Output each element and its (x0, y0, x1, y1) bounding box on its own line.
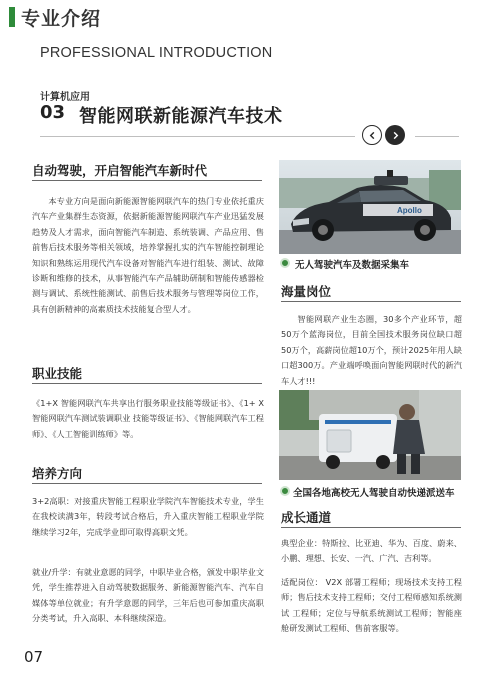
major-category: 计算机应用 (40, 92, 90, 103)
training-paragraph-2: 就业/升学：有就业意愿的同学，中职毕业合格，颁发中职毕业文凭，学生推荐进入自动驾驶数据服务、新能源智能汽车、汽车自媒体等单位就业；有升学意愿的同学，三年后也可参加重庆高职分类考试，升入高职、本科继续深造。 (32, 567, 265, 624)
apollo-brand-text: Apollo (397, 206, 422, 215)
header-title-en: PROFESSIONAL INTRODUCTION (40, 45, 273, 61)
title-divider-left (40, 136, 355, 137)
caption-bullet-icon (280, 258, 290, 268)
intro-title: 自动驾驶，开启智能汽车新时代 (32, 163, 208, 178)
major-number: 03 (40, 102, 66, 123)
growth-paragraph-2: 适配岗位： V2X 部署工程师；现场技术支持工程师；售后技术支持工程师；交付工程师感知系统测试 工程师；定位与导航系统测试工程师；智能座舱研发测试工程师、售前客服等。 (281, 577, 462, 634)
growth-title: 成长通道 (281, 510, 332, 525)
training-title: 培养方向 (32, 466, 83, 481)
car-caption: 无人驾驶汽车及数据采集车 (295, 260, 410, 271)
posts-title: 海量岗位 (281, 284, 332, 299)
next-page-button[interactable] (385, 125, 405, 145)
header-accent-bar (9, 7, 15, 27)
header-title-zh: 专业介绍 (21, 8, 102, 30)
autonomous-car-photo (279, 160, 461, 254)
caption-bullet-icon (280, 486, 290, 496)
posts-underline (281, 301, 461, 302)
skills-title: 职业技能 (32, 366, 83, 381)
major-name: 智能网联新能源汽车技术 (79, 106, 283, 127)
intro-underline (32, 180, 262, 181)
intro-paragraph: 本专业方向是面向新能源智能网联汽车的热门专业依托重庆汽车产业集群生态资源，依据新能源智能网联汽车产业迅猛发展趋势及人才需求，面向智能汽车制造、系统装调、产品应用、售前售后技术服务等相关领域，培养掌握扎实的汽车智能控制理论知识和熟练运用现代汽车设备对智能汽车进行组装、测试、故障诊断和维修的技术，从事智能汽车产品辅助研制和智能传感器检测与调试、系统性能测试、前售后技术服务与管理等岗位工作，具有创新精神的高素质技术技能复合型人才。 (32, 196, 264, 314)
chevron-left-icon (368, 131, 377, 140)
title-divider-right (415, 136, 459, 137)
growth-paragraph-1: 典型企业：特斯拉、比亚迪、华为、百度、蔚来、小鹏、理想、长安、一汽、广汽、吉利等。 (281, 538, 462, 564)
page-number: 07 (24, 648, 44, 666)
skills-underline (32, 383, 262, 384)
growth-underline (281, 527, 461, 528)
training-paragraph-1: 3+2高职：对接重庆智能工程职业学院汽车智能技术专业，学生在我校读满3年，转段考试合格后，升入重庆智能工程职业学院继续学习2年，完成学业即可取得高职文凭。 (32, 496, 264, 537)
delivery-vehicle-photo (279, 390, 461, 480)
prev-page-button[interactable] (362, 125, 382, 145)
posts-paragraph: 智能网联产业生态圈，30多个产业环节，超50万个蓝海岗位，目前全国技术服务岗位缺口超50万个，高薪岗位超10万个，预计2025年用人缺口超300万。产业端呼唤面向智能网联时代的新汽车人才!!! (281, 314, 462, 386)
delivery-caption: 全国各地高校无人驾驶自动快递派送车 (293, 488, 455, 499)
chevron-right-icon (391, 131, 400, 140)
training-underline (32, 483, 262, 484)
skills-paragraph: 《1+X 智能网联汽车共享出行服务职业技能等级证书》、《1+ X 智能网联汽车测试装调职业 技能等级证书》、《智能网联汽车工程师》、《人工智能训练师》等。 (32, 398, 264, 439)
